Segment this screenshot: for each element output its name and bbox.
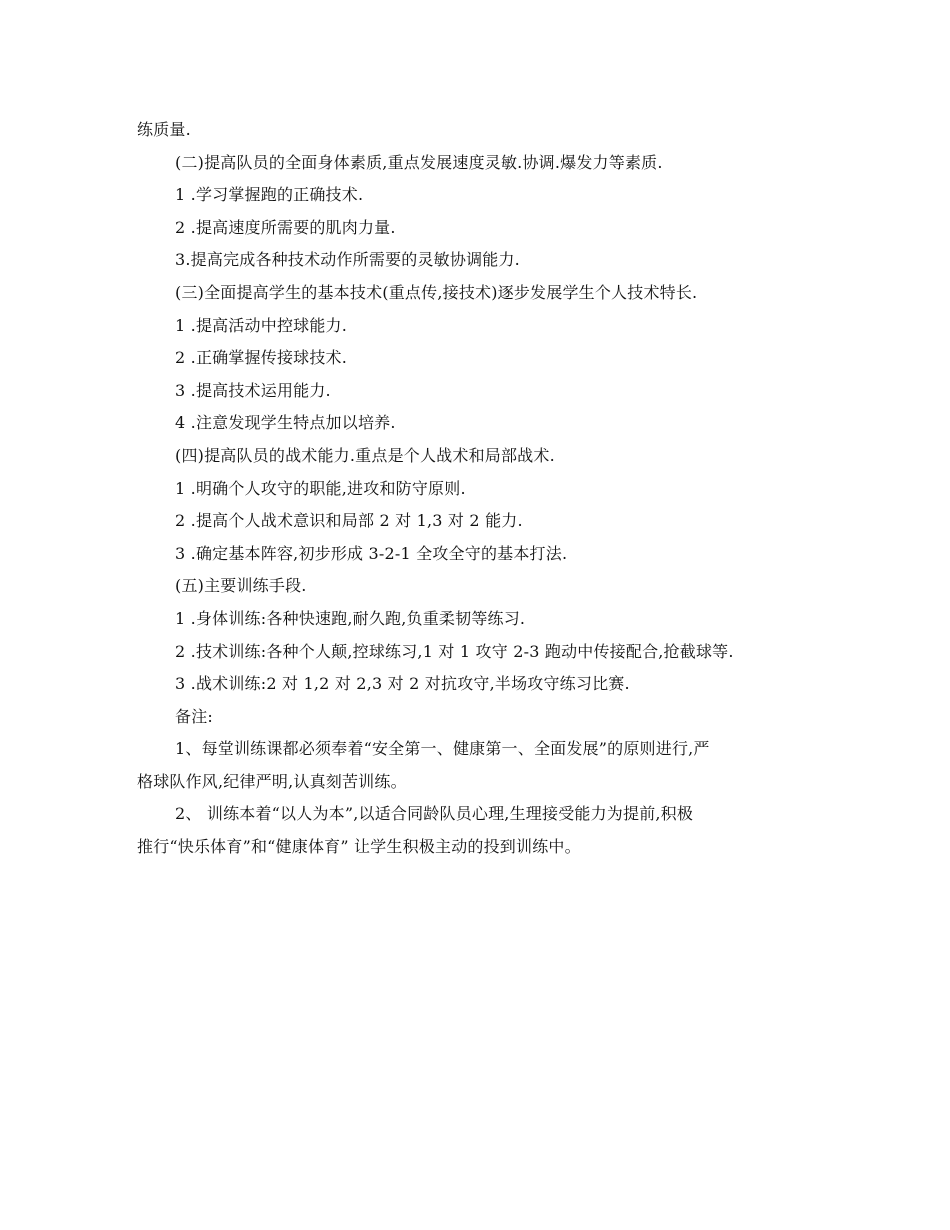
document-body <box>137 114 819 864</box>
section-heading: (五)主要训练手段. <box>175 576 307 596</box>
list-item: 3 .提高技术运用能力. <box>175 380 331 400</box>
note-1-line-1: 1、每堂训练课都必须奉着“安全第一、健康第一、全面发展”的原则进行,严 <box>175 739 710 759</box>
list-item: 4 .注意发现学生特点加以培养. <box>175 413 396 433</box>
note-2-line-2: 推行“快乐体育”和“健康体育” 让学生积极主动的投到训练中。 <box>137 837 581 857</box>
section-heading: (四)提高队员的战术能力.重点是个人战术和局部战术. <box>175 445 555 465</box>
list-item: 1 .提高活动中控球能力. <box>175 315 348 335</box>
list-item: 1 .明确个人攻守的职能,进攻和防守原则. <box>175 478 466 498</box>
section-heading: (三)全面提高学生的基本技术(重点传,接技术)逐步发展学生个人技术特长. <box>175 282 698 302</box>
list-item: 2 .提高速度所需要的肌肉力量. <box>175 217 396 237</box>
list-item: 3.提高完成各种技术动作所需要的灵敏协调能力. <box>175 250 520 270</box>
text-line: 练质量. <box>137 120 191 139</box>
list-item: 1 .学习掌握跑的正确技术. <box>175 185 364 205</box>
list-item: 2 .技术训练:各种个人颠,控球练习,1 对 1 攻守 2-3 跑动中传接配合,抢截球等. <box>175 641 734 661</box>
notes-heading: 备注: <box>175 706 213 726</box>
list-item: 2 .正确掌握传接球技术. <box>175 348 348 368</box>
note-2-line-1: 2、 训练本着“以人为本”,以适合同龄队员心理,生理接受能力为提前,积极 <box>175 804 694 824</box>
note-1-line-2: 格球队作风,纪律严明,认真刻苦训练。 <box>137 771 407 791</box>
list-item: 2 .提高个人战术意识和局部 2 对 1,3 对 2 能力. <box>175 511 523 531</box>
list-item: 3 .战术训练:2 对 1,2 对 2,3 对 2 对抗攻守,半场攻守练习比赛. <box>175 674 630 694</box>
list-item: 1 .身体训练:各种快速跑,耐久跑,负重柔韧等练习. <box>175 608 526 628</box>
list-item: 3 .确定基本阵容,初步形成 3-2-1 全攻全守的基本打法. <box>175 543 568 563</box>
section-heading: (二)提高队员的全面身体素质,重点发展速度灵敏.协调.爆发力等素质. <box>175 152 663 172</box>
